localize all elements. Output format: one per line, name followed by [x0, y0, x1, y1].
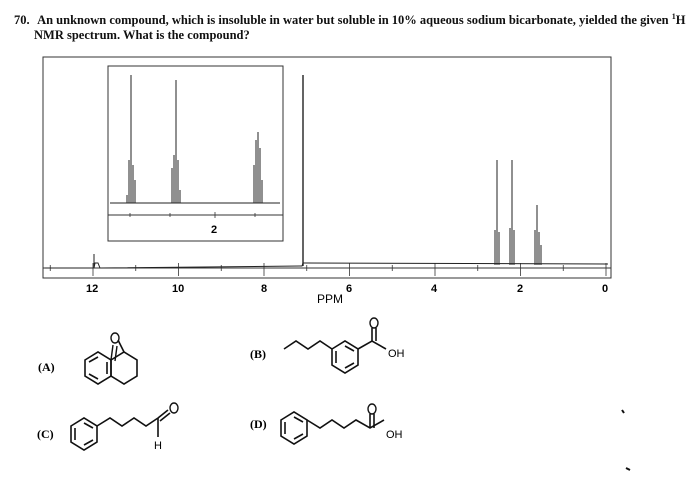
question-line2: NMR spectrum. What is the compound? — [34, 28, 250, 43]
tick-10: 10 — [172, 283, 185, 295]
oxygen-c — [170, 403, 178, 413]
stray-mark-2 — [626, 468, 630, 470]
tick-6: 6 — [346, 283, 353, 295]
axis-label: PPM — [317, 292, 344, 306]
question-line1-end: H — [675, 13, 686, 28]
structure-a[interactable] — [85, 338, 137, 384]
oxygen-b — [370, 318, 378, 328]
inset-tick-label: 2 — [211, 224, 218, 236]
group-c: H — [154, 440, 162, 452]
choice-c-label: (C) — [37, 427, 54, 441]
tick-4: 4 — [431, 283, 438, 295]
group-d: OH — [386, 429, 403, 441]
superscript-1: 1 — [671, 12, 676, 21]
question-line1: An unknown compound, which is insoluble in water but soluble in 10% aqueous sodium bicarbonate, yielded the given — [37, 13, 669, 28]
tick-0: 0 — [602, 283, 609, 295]
choice-d-label: (D) — [250, 417, 267, 431]
choice-b-label: (B) — [250, 347, 266, 361]
structure-b[interactable] — [284, 328, 386, 373]
axis-minor-ticks — [50, 263, 606, 276]
choice-a-label: (A) — [38, 360, 55, 374]
question-number: 70. — [14, 13, 30, 28]
tick-12: 12 — [86, 283, 99, 295]
baseline — [45, 263, 608, 268]
tick-8: 8 — [261, 283, 268, 295]
axis-tick-labels — [86, 283, 608, 295]
oxygen-d — [368, 404, 376, 414]
tick-2: 2 — [517, 283, 524, 295]
peak-aliphatic — [495, 160, 541, 265]
stray-mark-1 — [622, 410, 624, 413]
group-b: OH — [388, 348, 405, 360]
oxygen-a — [111, 333, 119, 343]
structure-d[interactable] — [281, 412, 384, 444]
